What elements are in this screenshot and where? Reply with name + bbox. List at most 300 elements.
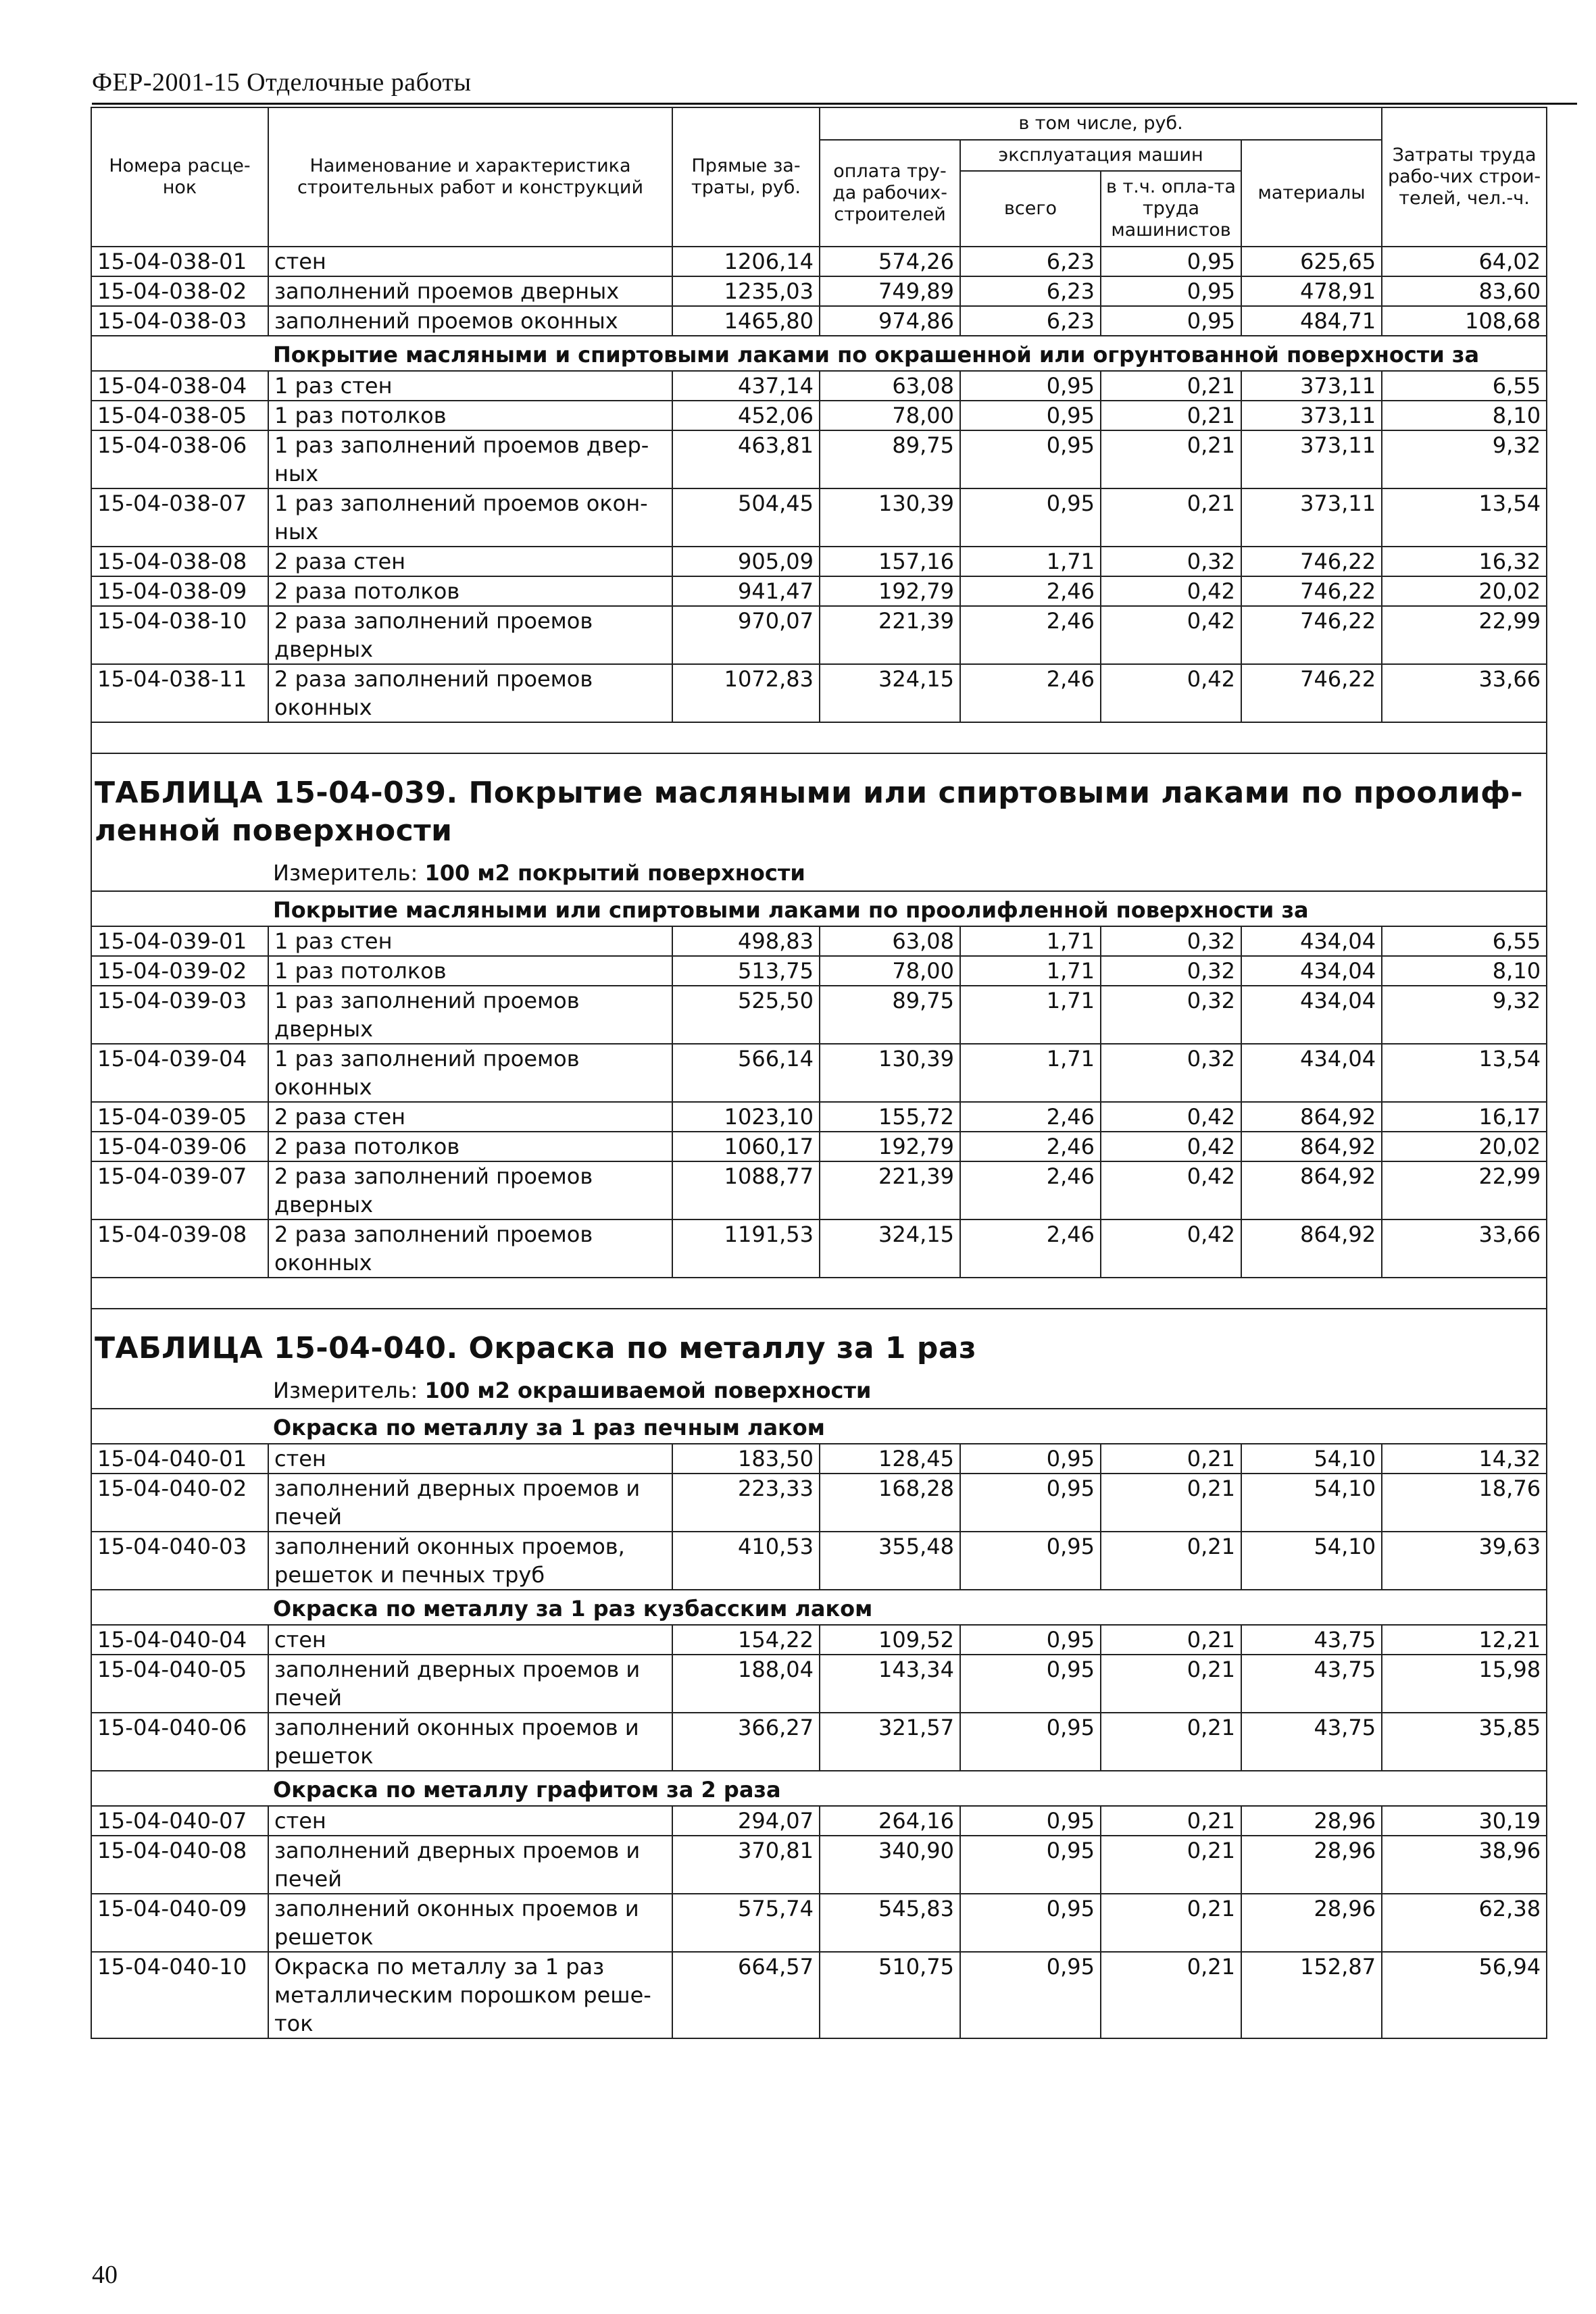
cell-materials: 864,92 bbox=[1241, 1161, 1382, 1219]
cell-direct: 513,75 bbox=[672, 956, 820, 986]
cell-materials: 373,11 bbox=[1241, 488, 1382, 547]
cell-name: стен bbox=[268, 1806, 672, 1836]
cell-labor: 321,57 bbox=[820, 1713, 960, 1771]
cell-labor: 157,16 bbox=[820, 547, 960, 576]
table-row bbox=[91, 1806, 1547, 1836]
cell-direct: 452,06 bbox=[672, 401, 820, 430]
cell-hours: 15,98 bbox=[1382, 1655, 1547, 1713]
table-row bbox=[91, 1532, 1547, 1590]
cell-mach: 2,46 bbox=[960, 664, 1101, 722]
cell-labor: 264,16 bbox=[820, 1806, 960, 1836]
cell-direct: 1072,83 bbox=[672, 664, 820, 722]
cell-labor: 192,79 bbox=[820, 1132, 960, 1161]
cell-materials: 373,11 bbox=[1241, 401, 1382, 430]
cell-labor: 128,45 bbox=[820, 1444, 960, 1474]
spacer-cell bbox=[91, 1278, 1547, 1309]
table-row bbox=[91, 1836, 1547, 1894]
cell-code: 15-04-038-06 bbox=[91, 430, 268, 488]
cell-materials: 484,71 bbox=[1241, 306, 1382, 336]
cell-materials: 746,22 bbox=[1241, 664, 1382, 722]
cell-direct: 223,33 bbox=[672, 1474, 820, 1532]
cell-mach: 2,46 bbox=[960, 576, 1101, 606]
cell-name: Окраска по металлу за 1 раз металлическим порошком реше-ток bbox=[268, 1952, 672, 2038]
cell-direct: 437,14 bbox=[672, 371, 820, 401]
cell-name: 1 раз потолков bbox=[268, 956, 672, 986]
table-title: ТАБЛИЦА 15-04-040. Окраска по металлу за 1 раз bbox=[91, 1309, 1547, 1373]
cell-mach-labor: 0,32 bbox=[1101, 956, 1241, 986]
cell-direct: 183,50 bbox=[672, 1444, 820, 1474]
col-machines-total-header: всего bbox=[960, 171, 1101, 247]
cell-code: 15-04-039-08 bbox=[91, 1219, 268, 1278]
cell-mach: 1,71 bbox=[960, 986, 1101, 1044]
cell-mach-labor: 0,95 bbox=[1101, 276, 1241, 306]
cell-name: стен bbox=[268, 247, 672, 276]
cell-materials: 43,75 bbox=[1241, 1713, 1382, 1771]
cell-materials: 43,75 bbox=[1241, 1655, 1382, 1713]
cell-hours: 83,60 bbox=[1382, 276, 1547, 306]
meter-label: Измеритель: bbox=[273, 1378, 418, 1403]
cell-hours: 33,66 bbox=[1382, 1219, 1547, 1278]
table-row bbox=[91, 1044, 1547, 1102]
cell-direct: 566,14 bbox=[672, 1044, 820, 1102]
table-row bbox=[91, 1713, 1547, 1771]
table-row bbox=[91, 371, 1547, 401]
cell-labor: 192,79 bbox=[820, 576, 960, 606]
cell-labor: 974,86 bbox=[820, 306, 960, 336]
subhead-row bbox=[91, 1590, 1547, 1625]
cell-code: 15-04-038-07 bbox=[91, 488, 268, 547]
cell-code: 15-04-039-05 bbox=[91, 1102, 268, 1132]
cell-materials: 28,96 bbox=[1241, 1806, 1382, 1836]
cell-materials: 373,11 bbox=[1241, 371, 1382, 401]
table-row bbox=[91, 306, 1547, 336]
meter-label: Измеритель: bbox=[273, 860, 418, 886]
cell-code: 15-04-039-01 bbox=[91, 926, 268, 956]
cell-hours: 13,54 bbox=[1382, 488, 1547, 547]
cell-mach-labor: 0,21 bbox=[1101, 1713, 1241, 1771]
cell-mach: 2,46 bbox=[960, 606, 1101, 664]
cell-name: 1 раз заполнений проемов оконных bbox=[268, 1044, 672, 1102]
cell-materials: 434,04 bbox=[1241, 1044, 1382, 1102]
cell-mach: 0,95 bbox=[960, 488, 1101, 547]
cell-mach: 0,95 bbox=[960, 430, 1101, 488]
col-labor-pay-header: оплата тру-да рабочих-строителей bbox=[820, 140, 960, 247]
table-body bbox=[91, 247, 1547, 2038]
cell-direct: 410,53 bbox=[672, 1532, 820, 1590]
cell-code: 15-04-040-01 bbox=[91, 1444, 268, 1474]
table-row bbox=[91, 247, 1547, 276]
cell-mach: 0,95 bbox=[960, 1836, 1101, 1894]
cell-code: 15-04-039-07 bbox=[91, 1161, 268, 1219]
cell-code: 15-04-038-11 bbox=[91, 664, 268, 722]
cell-materials: 54,10 bbox=[1241, 1532, 1382, 1590]
cell-code: 15-04-040-04 bbox=[91, 1625, 268, 1655]
cell-mach-labor: 0,21 bbox=[1101, 430, 1241, 488]
cell-labor: 168,28 bbox=[820, 1474, 960, 1532]
spacer-cell bbox=[91, 722, 1547, 753]
cell-mach-labor: 0,42 bbox=[1101, 1219, 1241, 1278]
running-head: ФЕР-2001-15 Отделочные работы bbox=[92, 68, 472, 97]
table-row bbox=[91, 488, 1547, 547]
cell-hours: 108,68 bbox=[1382, 306, 1547, 336]
cell-name: 1 раз заполнений проемов двер-ных bbox=[268, 430, 672, 488]
cell-code: 15-04-040-07 bbox=[91, 1806, 268, 1836]
cell-labor: 130,39 bbox=[820, 1044, 960, 1102]
cell-hours: 22,99 bbox=[1382, 606, 1547, 664]
subhead-text: Окраска по металлу за 1 раз печным лаком bbox=[91, 1409, 1547, 1444]
cell-materials: 864,92 bbox=[1241, 1102, 1382, 1132]
cell-labor: 130,39 bbox=[820, 488, 960, 547]
cell-mach-labor: 0,21 bbox=[1101, 401, 1241, 430]
subhead-text: Окраска по металлу графитом за 2 раза bbox=[91, 1771, 1547, 1806]
col-labor-cost-header: Затраты труда рабо-чих строи-телей, чел.-ч. bbox=[1382, 107, 1547, 247]
cell-mach-labor: 0,42 bbox=[1101, 1132, 1241, 1161]
table-row bbox=[91, 606, 1547, 664]
cell-mach-labor: 0,21 bbox=[1101, 1474, 1241, 1532]
cell-code: 15-04-039-04 bbox=[91, 1044, 268, 1102]
cell-hours: 8,10 bbox=[1382, 956, 1547, 986]
cell-hours: 14,32 bbox=[1382, 1444, 1547, 1474]
cell-mach-labor: 0,32 bbox=[1101, 986, 1241, 1044]
cell-direct: 905,09 bbox=[672, 547, 820, 576]
cell-code: 15-04-038-09 bbox=[91, 576, 268, 606]
cell-hours: 33,66 bbox=[1382, 664, 1547, 722]
meter-value: 100 м2 покрытий поверхности bbox=[424, 860, 805, 886]
cell-direct: 504,45 bbox=[672, 488, 820, 547]
table-row bbox=[91, 276, 1547, 306]
meter-row bbox=[91, 855, 1547, 891]
cell-direct: 941,47 bbox=[672, 576, 820, 606]
cell-name: 2 раза заполнений проемов оконных bbox=[268, 1219, 672, 1278]
cell-materials: 434,04 bbox=[1241, 956, 1382, 986]
cell-hours: 38,96 bbox=[1382, 1836, 1547, 1894]
cell-direct: 1235,03 bbox=[672, 276, 820, 306]
cell-name: стен bbox=[268, 1625, 672, 1655]
cell-mach-labor: 0,21 bbox=[1101, 488, 1241, 547]
table-row bbox=[91, 1474, 1547, 1532]
cell-mach-labor: 0,95 bbox=[1101, 306, 1241, 336]
cell-materials: 43,75 bbox=[1241, 1625, 1382, 1655]
cell-mach: 0,95 bbox=[960, 1894, 1101, 1952]
cell-mach: 2,46 bbox=[960, 1102, 1101, 1132]
cell-mach: 0,95 bbox=[960, 1532, 1101, 1590]
table-title: ТАБЛИЦА 15-04-039. Покрытие масляными или спиртовыми лаками по проолиф-ленной поверхности bbox=[91, 753, 1547, 855]
cell-mach: 0,95 bbox=[960, 401, 1101, 430]
cell-hours: 9,32 bbox=[1382, 986, 1547, 1044]
cell-direct: 366,27 bbox=[672, 1713, 820, 1771]
col-code-header: Номера расце-нок bbox=[91, 107, 268, 247]
cell-hours: 16,17 bbox=[1382, 1102, 1547, 1132]
cell-mach: 2,46 bbox=[960, 1132, 1101, 1161]
cell-name: заполнений дверных проемов и печей bbox=[268, 1474, 672, 1532]
cell-materials: 746,22 bbox=[1241, 547, 1382, 576]
col-materials-header: материалы bbox=[1241, 140, 1382, 247]
meter-cell bbox=[91, 1373, 1547, 1409]
cell-direct: 1191,53 bbox=[672, 1219, 820, 1278]
cell-labor: 89,75 bbox=[820, 430, 960, 488]
table-row bbox=[91, 1219, 1547, 1278]
cell-name: 1 раз стен bbox=[268, 371, 672, 401]
cell-name: 1 раз потолков bbox=[268, 401, 672, 430]
cell-code: 15-04-038-04 bbox=[91, 371, 268, 401]
spacer-row bbox=[91, 1278, 1547, 1309]
cell-mach: 0,95 bbox=[960, 1474, 1101, 1532]
cell-hours: 35,85 bbox=[1382, 1713, 1547, 1771]
cell-mach: 0,95 bbox=[960, 1655, 1101, 1713]
cell-labor: 545,83 bbox=[820, 1894, 960, 1952]
table-row bbox=[91, 1444, 1547, 1474]
cell-name: 2 раза потолков bbox=[268, 1132, 672, 1161]
cell-code: 15-04-038-08 bbox=[91, 547, 268, 576]
cell-labor: 221,39 bbox=[820, 606, 960, 664]
cell-materials: 434,04 bbox=[1241, 986, 1382, 1044]
cell-labor: 78,00 bbox=[820, 956, 960, 986]
cell-mach-labor: 0,21 bbox=[1101, 1655, 1241, 1713]
cell-mach-labor: 0,21 bbox=[1101, 1952, 1241, 2038]
cell-mach: 2,46 bbox=[960, 1161, 1101, 1219]
cell-direct: 575,74 bbox=[672, 1894, 820, 1952]
cell-labor: 89,75 bbox=[820, 986, 960, 1044]
cell-materials: 746,22 bbox=[1241, 576, 1382, 606]
cell-code: 15-04-040-06 bbox=[91, 1713, 268, 1771]
cell-labor: 340,90 bbox=[820, 1836, 960, 1894]
cell-labor: 574,26 bbox=[820, 247, 960, 276]
cell-materials: 864,92 bbox=[1241, 1132, 1382, 1161]
cell-mach: 6,23 bbox=[960, 247, 1101, 276]
cell-direct: 1060,17 bbox=[672, 1132, 820, 1161]
cell-hours: 22,99 bbox=[1382, 1161, 1547, 1219]
cell-mach-labor: 0,32 bbox=[1101, 547, 1241, 576]
cell-mach-labor: 0,21 bbox=[1101, 371, 1241, 401]
cell-direct: 664,57 bbox=[672, 1952, 820, 2038]
cell-labor: 510,75 bbox=[820, 1952, 960, 2038]
cell-mach: 0,95 bbox=[960, 371, 1101, 401]
cell-direct: 498,83 bbox=[672, 926, 820, 956]
table-row bbox=[91, 1102, 1547, 1132]
cell-code: 15-04-039-03 bbox=[91, 986, 268, 1044]
table-row bbox=[91, 1894, 1547, 1952]
page-number: 40 bbox=[92, 2261, 118, 2289]
cell-name: 1 раз заполнений проемов окон-ных bbox=[268, 488, 672, 547]
cell-hours: 30,19 bbox=[1382, 1806, 1547, 1836]
cell-code: 15-04-040-03 bbox=[91, 1532, 268, 1590]
cell-hours: 13,54 bbox=[1382, 1044, 1547, 1102]
cell-labor: 109,52 bbox=[820, 1625, 960, 1655]
cell-mach: 1,71 bbox=[960, 1044, 1101, 1102]
cell-materials: 625,65 bbox=[1241, 247, 1382, 276]
header-rule bbox=[92, 103, 1577, 105]
cell-mach-labor: 0,21 bbox=[1101, 1625, 1241, 1655]
cell-labor: 143,34 bbox=[820, 1655, 960, 1713]
cell-direct: 294,07 bbox=[672, 1806, 820, 1836]
cell-materials: 54,10 bbox=[1241, 1444, 1382, 1474]
cell-code: 15-04-040-08 bbox=[91, 1836, 268, 1894]
cell-labor: 355,48 bbox=[820, 1532, 960, 1590]
cell-mach-labor: 0,32 bbox=[1101, 1044, 1241, 1102]
cell-hours: 18,76 bbox=[1382, 1474, 1547, 1532]
cell-hours: 20,02 bbox=[1382, 576, 1547, 606]
cell-name: 2 раза заполнений проемов оконных bbox=[268, 664, 672, 722]
cell-labor: 155,72 bbox=[820, 1102, 960, 1132]
cell-mach-labor: 0,42 bbox=[1101, 1161, 1241, 1219]
cell-hours: 39,63 bbox=[1382, 1532, 1547, 1590]
cell-code: 15-04-038-01 bbox=[91, 247, 268, 276]
cell-name: заполнений оконных проемов и решеток bbox=[268, 1894, 672, 1952]
cell-hours: 56,94 bbox=[1382, 1952, 1547, 2038]
cell-code: 15-04-038-10 bbox=[91, 606, 268, 664]
cell-hours: 6,55 bbox=[1382, 371, 1547, 401]
price-table bbox=[91, 107, 1547, 2039]
cell-hours: 20,02 bbox=[1382, 1132, 1547, 1161]
cell-materials: 864,92 bbox=[1241, 1219, 1382, 1278]
cell-name: 2 раза заполнений проемов дверных bbox=[268, 606, 672, 664]
meter-cell bbox=[91, 855, 1547, 891]
cell-labor: 78,00 bbox=[820, 401, 960, 430]
cell-direct: 970,07 bbox=[672, 606, 820, 664]
cell-mach-labor: 0,21 bbox=[1101, 1444, 1241, 1474]
cell-name: 1 раз заполнений проемов дверных bbox=[268, 986, 672, 1044]
cell-direct: 463,81 bbox=[672, 430, 820, 488]
cell-direct: 370,81 bbox=[672, 1836, 820, 1894]
cell-mach: 6,23 bbox=[960, 276, 1101, 306]
cell-code: 15-04-039-02 bbox=[91, 956, 268, 986]
cell-hours: 64,02 bbox=[1382, 247, 1547, 276]
subhead-row bbox=[91, 891, 1547, 926]
cell-mach-labor: 0,42 bbox=[1101, 664, 1241, 722]
cell-labor: 324,15 bbox=[820, 664, 960, 722]
cell-mach-labor: 0,21 bbox=[1101, 1806, 1241, 1836]
cell-labor: 63,08 bbox=[820, 926, 960, 956]
cell-mach-labor: 0,42 bbox=[1101, 1102, 1241, 1132]
cell-code: 15-04-040-05 bbox=[91, 1655, 268, 1713]
cell-materials: 373,11 bbox=[1241, 430, 1382, 488]
cell-mach-labor: 0,42 bbox=[1101, 606, 1241, 664]
cell-code: 15-04-040-02 bbox=[91, 1474, 268, 1532]
cell-labor: 324,15 bbox=[820, 1219, 960, 1278]
cell-labor: 63,08 bbox=[820, 371, 960, 401]
table-row bbox=[91, 926, 1547, 956]
table-row bbox=[91, 1655, 1547, 1713]
cell-name: 1 раз стен bbox=[268, 926, 672, 956]
cell-direct: 1206,14 bbox=[672, 247, 820, 276]
table-row bbox=[91, 430, 1547, 488]
cell-materials: 28,96 bbox=[1241, 1894, 1382, 1952]
cell-hours: 8,10 bbox=[1382, 401, 1547, 430]
cell-mach: 6,23 bbox=[960, 306, 1101, 336]
col-direct-header: Прямые за-траты, руб. bbox=[672, 107, 820, 247]
cell-direct: 188,04 bbox=[672, 1655, 820, 1713]
table-row bbox=[91, 956, 1547, 986]
table-row bbox=[91, 664, 1547, 722]
cell-code: 15-04-040-09 bbox=[91, 1894, 268, 1952]
cell-code: 15-04-039-06 bbox=[91, 1132, 268, 1161]
subhead-text: Окраска по металлу за 1 раз кузбасским лаком bbox=[91, 1590, 1547, 1625]
cell-direct: 1023,10 bbox=[672, 1102, 820, 1132]
cell-name: заполнений оконных проемов, решеток и печных труб bbox=[268, 1532, 672, 1590]
cell-direct: 154,22 bbox=[672, 1625, 820, 1655]
cell-materials: 152,87 bbox=[1241, 1952, 1382, 2038]
cell-materials: 28,96 bbox=[1241, 1836, 1382, 1894]
table-title-row bbox=[91, 1309, 1547, 1373]
cell-mach: 1,71 bbox=[960, 956, 1101, 986]
cell-code: 15-04-038-03 bbox=[91, 306, 268, 336]
cell-hours: 62,38 bbox=[1382, 1894, 1547, 1952]
cell-name: заполнений оконных проемов и решеток bbox=[268, 1713, 672, 1771]
cell-name: 2 раза потолков bbox=[268, 576, 672, 606]
cell-hours: 16,32 bbox=[1382, 547, 1547, 576]
cell-mach: 1,71 bbox=[960, 926, 1101, 956]
cell-name: 2 раза заполнений проемов дверных bbox=[268, 1161, 672, 1219]
meter-row bbox=[91, 1373, 1547, 1409]
cell-name: стен bbox=[268, 1444, 672, 1474]
table-row bbox=[91, 1132, 1547, 1161]
cell-mach-labor: 0,42 bbox=[1101, 576, 1241, 606]
subhead-row bbox=[91, 336, 1547, 371]
cell-materials: 746,22 bbox=[1241, 606, 1382, 664]
cell-mach-labor: 0,95 bbox=[1101, 247, 1241, 276]
cell-labor: 749,89 bbox=[820, 276, 960, 306]
cell-labor: 221,39 bbox=[820, 1161, 960, 1219]
cell-name: заполнений проемов дверных bbox=[268, 276, 672, 306]
table-row bbox=[91, 986, 1547, 1044]
col-incl-header: в том числе, руб. bbox=[820, 107, 1382, 140]
table-header bbox=[91, 107, 1547, 247]
cell-code: 15-04-040-10 bbox=[91, 1952, 268, 2038]
cell-code: 15-04-038-02 bbox=[91, 276, 268, 306]
cell-mach: 0,95 bbox=[960, 1806, 1101, 1836]
table-row bbox=[91, 576, 1547, 606]
cell-direct: 1088,77 bbox=[672, 1161, 820, 1219]
cell-mach-labor: 0,32 bbox=[1101, 926, 1241, 956]
col-name-header: Наименование и характеристика строительных работ и конструкций bbox=[268, 107, 672, 247]
subhead-row bbox=[91, 1409, 1547, 1444]
subhead-text: Покрытие масляными и спиртовыми лаками по окрашенной или огрунтованной поверхности за bbox=[91, 336, 1547, 371]
cell-mach: 0,95 bbox=[960, 1444, 1101, 1474]
table-row bbox=[91, 1952, 1547, 2038]
cell-hours: 9,32 bbox=[1382, 430, 1547, 488]
table-row bbox=[91, 401, 1547, 430]
cell-mach-labor: 0,21 bbox=[1101, 1532, 1241, 1590]
cell-name: 2 раза стен bbox=[268, 1102, 672, 1132]
subhead-row bbox=[91, 1771, 1547, 1806]
col-machines-header: эксплуатация машин bbox=[960, 140, 1241, 171]
meter-value: 100 м2 окрашиваемой поверхности bbox=[424, 1378, 872, 1403]
cell-materials: 478,91 bbox=[1241, 276, 1382, 306]
cell-mach: 2,46 bbox=[960, 1219, 1101, 1278]
cell-mach: 0,95 bbox=[960, 1952, 1101, 2038]
table-title-row bbox=[91, 753, 1547, 855]
table-row bbox=[91, 1625, 1547, 1655]
cell-hours: 12,21 bbox=[1382, 1625, 1547, 1655]
cell-mach-labor: 0,21 bbox=[1101, 1894, 1241, 1952]
cell-direct: 525,50 bbox=[672, 986, 820, 1044]
cell-materials: 54,10 bbox=[1241, 1474, 1382, 1532]
cell-name: заполнений дверных проемов и печей bbox=[268, 1836, 672, 1894]
cell-mach: 1,71 bbox=[960, 547, 1101, 576]
table-row bbox=[91, 1161, 1547, 1219]
col-machines-labor-header: в т.ч. опла-та труда машинистов bbox=[1101, 171, 1241, 247]
cell-name: 2 раза стен bbox=[268, 547, 672, 576]
cell-mach-labor: 0,21 bbox=[1101, 1836, 1241, 1894]
cell-mach: 0,95 bbox=[960, 1625, 1101, 1655]
cell-hours: 6,55 bbox=[1382, 926, 1547, 956]
cell-direct: 1465,80 bbox=[672, 306, 820, 336]
spacer-row bbox=[91, 722, 1547, 753]
cell-materials: 434,04 bbox=[1241, 926, 1382, 956]
cell-name: заполнений дверных проемов и печей bbox=[268, 1655, 672, 1713]
table-row bbox=[91, 547, 1547, 576]
subhead-text: Покрытие масляными или спиртовыми лаками по проолифленной поверхности за bbox=[91, 891, 1547, 926]
